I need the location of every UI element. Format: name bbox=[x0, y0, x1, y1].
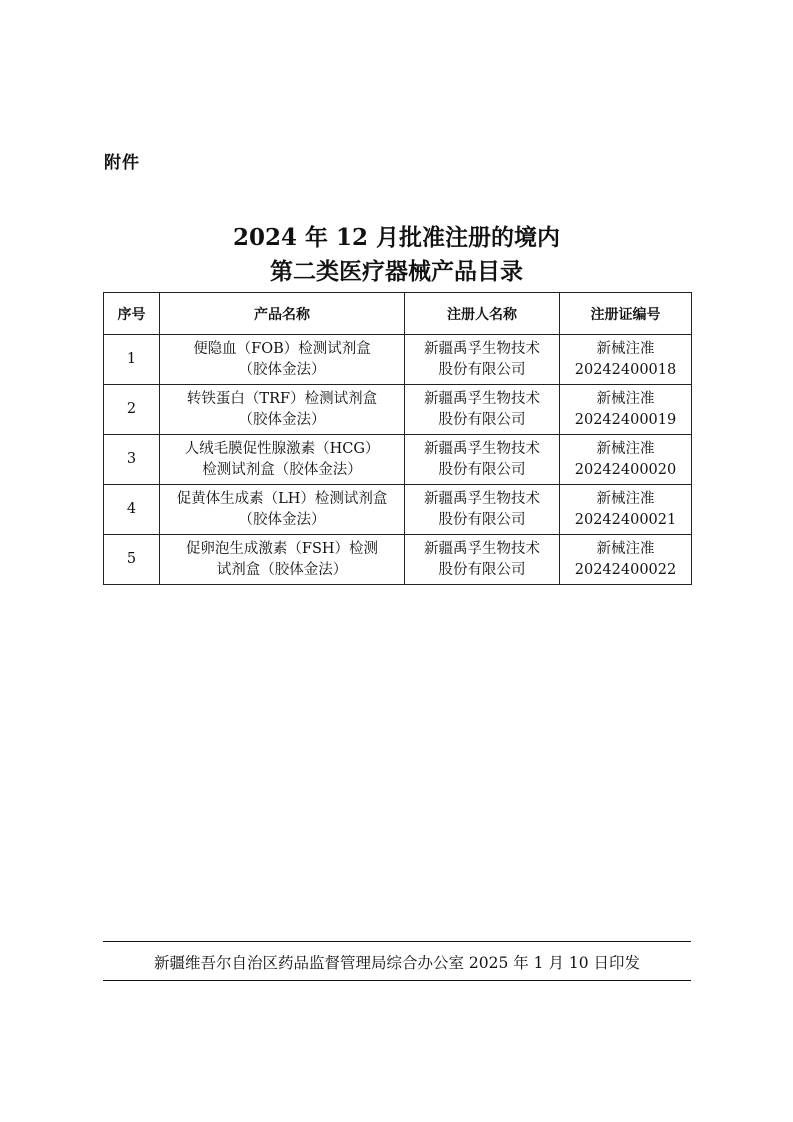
row-index: 4 bbox=[104, 485, 160, 535]
registrant-name: 新疆禹孚生物技术 股份有限公司 bbox=[405, 435, 560, 485]
product-name: 促黄体生成素（LH）检测试剂盒 （胶体金法） bbox=[160, 485, 405, 535]
row-index: 2 bbox=[104, 385, 160, 435]
registrant-name: 新疆禹孚生物技术 股份有限公司 bbox=[405, 335, 560, 385]
row-index: 5 bbox=[104, 535, 160, 585]
registrant-name: 新疆禹孚生物技术 股份有限公司 bbox=[405, 485, 560, 535]
header-registrant-name: 注册人名称 bbox=[405, 293, 560, 335]
product-name: 人绒毛膜促性腺激素（HCG） 检测试剂盒（胶体金法） bbox=[160, 435, 405, 485]
cert-number: 新械注准 20242400022 bbox=[560, 535, 692, 585]
footer-divider-bottom bbox=[103, 980, 691, 981]
product-name: 转铁蛋白（TRF）检测试剂盒 （胶体金法） bbox=[160, 385, 405, 435]
cert-number: 新械注准 20242400021 bbox=[560, 485, 692, 535]
row-index: 3 bbox=[104, 435, 160, 485]
cert-number: 新械注准 20242400018 bbox=[560, 335, 692, 385]
registrant-name: 新疆禹孚生物技术 股份有限公司 bbox=[405, 385, 560, 435]
cert-number: 新械注准 20242400020 bbox=[560, 435, 692, 485]
table-row bbox=[104, 385, 692, 435]
table-row bbox=[104, 335, 692, 385]
product-name: 便隐血（FOB）检测试剂盒 （胶体金法） bbox=[160, 335, 405, 385]
attachment-label: 附件 bbox=[104, 153, 140, 173]
registrant-name: 新疆禹孚生物技术 股份有限公司 bbox=[405, 535, 560, 585]
header-cert-number: 注册证编号 bbox=[560, 293, 692, 335]
header-product-name: 产品名称 bbox=[160, 293, 405, 335]
issuing-office-footer: 新疆维吾尔自治区药品监督管理局综合办公室 2025 年 1 月 10 日印发 bbox=[153, 954, 641, 972]
table-header-row bbox=[104, 293, 692, 335]
product-catalog-table bbox=[103, 292, 692, 585]
header-index: 序号 bbox=[104, 293, 160, 335]
footer-divider-top bbox=[103, 941, 691, 942]
document-title-line-2: 第二类医疗器械产品目录 bbox=[270, 258, 523, 285]
cert-number: 新械注准 20242400019 bbox=[560, 385, 692, 435]
table-row bbox=[104, 485, 692, 535]
row-index: 1 bbox=[104, 335, 160, 385]
product-name: 促卵泡生成激素（FSH）检测 试剂盒（胶体金法） bbox=[160, 535, 405, 585]
table-row bbox=[104, 435, 692, 485]
document-title-line-1: 2024 年 12 月批准注册的境内 bbox=[232, 224, 561, 251]
table-row bbox=[104, 535, 692, 585]
